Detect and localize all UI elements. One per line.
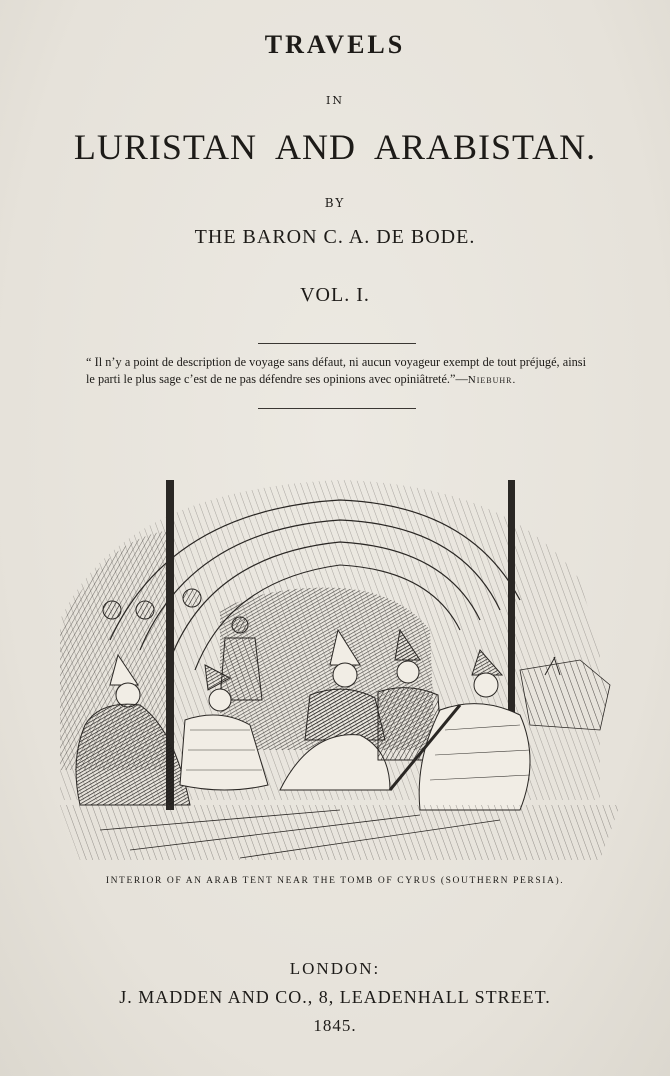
divider-bottom — [258, 408, 416, 409]
imprint-city: LONDON: — [289, 959, 381, 978]
book-title: TRAVELS — [264, 30, 406, 59]
main-title: LURISTAN AND ARABISTAN. — [73, 127, 597, 167]
imprint-publisher: J. MADDEN AND CO., 8, LEADENHALL STREET. — [119, 987, 551, 1007]
epigraph — [86, 354, 586, 389]
volume-number: VOL. I. — [300, 284, 370, 306]
author-name: THE BARON C. A. DE BODE. — [194, 226, 476, 248]
engraving-arab-tent-interior-icon — [40, 470, 640, 870]
imprint-year: 1845. — [313, 1016, 357, 1035]
epigraph-text: “ Il n’y a point de description de voyage sans défaut, ni aucun voyageur exempt de tout préjugé, ainsi le parti le plus sage c’est de ne pas défendre ses opinions avec opiniâtreté.”— — [86, 355, 586, 386]
divider-top — [258, 343, 416, 344]
title-connector: IN — [326, 94, 344, 107]
by-line: BY — [324, 196, 346, 210]
illustration-caption: INTERIOR OF AN ARAB TENT NEAR THE TOMB OF CYRUS (SOUTHERN PERSIA). — [105, 876, 565, 886]
epigraph-attribution: Niebuhr. — [467, 374, 517, 386]
